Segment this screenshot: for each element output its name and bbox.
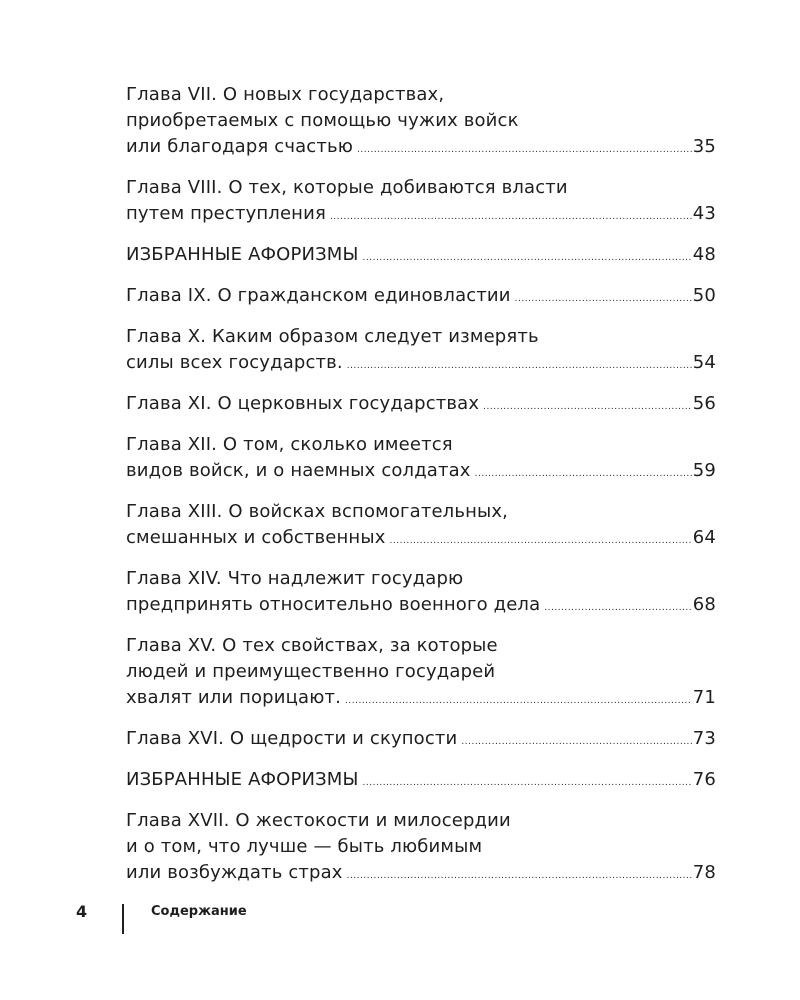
toc-page-number: 35 <box>692 136 716 157</box>
footer-section-title: Содержание <box>151 904 247 919</box>
toc-entry-last-line <box>126 860 716 889</box>
toc-page-number: 48 <box>692 244 716 265</box>
dot-leader <box>390 528 692 554</box>
toc-entry-title-line: ИЗБРАННЫЕ АФОРИЗМЫ <box>126 769 359 790</box>
toc-entry-title-line: или благодаря счастью <box>126 136 354 157</box>
toc-entry-title-line: предпринять относительно военного дела <box>126 594 541 615</box>
toc-entry-last-line <box>126 391 716 420</box>
toc-entry-chapter-8[interactable] <box>126 175 716 230</box>
toc-entry-chapter-11[interactable] <box>126 391 716 420</box>
toc-page-number: 73 <box>692 728 716 749</box>
toc-entry-title-line: Глава XII. О том, сколько имеется <box>126 434 453 455</box>
toc-entry-last-line <box>126 134 716 163</box>
toc-entry-last-line <box>126 726 716 755</box>
toc-entry-title-line: приобретаемых с помощью чужих войск <box>126 110 519 131</box>
dot-leader <box>345 688 692 714</box>
toc-entry-title-line: Глава VII. О новых государствах, <box>126 84 445 105</box>
toc-entry-chapter-16[interactable] <box>126 726 716 755</box>
dot-leader <box>347 863 692 889</box>
toc-entry-chapter-17[interactable] <box>126 808 716 889</box>
toc-entry-title-line: Глава XVII. О жестокости и милосердии <box>126 810 511 831</box>
toc-page-number: 78 <box>692 862 716 883</box>
toc-entry-title-line: или возбуждать страх <box>126 862 343 883</box>
toc-entry-last-line <box>126 458 716 487</box>
page-footer <box>76 900 376 934</box>
toc-page-number: 43 <box>692 203 716 224</box>
toc-entry-chapter-7[interactable] <box>126 82 716 163</box>
toc-entry-chapter-14[interactable] <box>126 566 716 621</box>
toc-entry-last-line <box>126 350 716 379</box>
toc-entry-title-line: Глава IX. О гражданском единовластии <box>126 285 511 306</box>
toc-entry-last-line <box>126 242 716 271</box>
toc-entry-title-line: силы всех государств. <box>126 352 343 373</box>
toc-entry-aphorisms-2[interactable] <box>126 767 716 796</box>
footer-page-number: 4 <box>76 902 88 921</box>
toc-entry-last-line <box>126 201 716 230</box>
toc-entry-title-line: Глава XV. О тех свойствах, за которые <box>126 635 498 656</box>
toc-page-number: 68 <box>692 594 716 615</box>
toc-page-number: 76 <box>692 769 716 790</box>
toc-entry-last-line <box>126 685 716 714</box>
toc-entry-title-line: Глава VIII. О тех, которые добиваются власти <box>126 177 568 198</box>
toc-entry-title-line: ИЗБРАННЫЕ АФОРИЗМЫ <box>126 244 359 265</box>
toc-entry-chapter-15[interactable] <box>126 633 716 714</box>
toc-page-number: 56 <box>692 393 716 414</box>
toc-page-number: 64 <box>692 527 716 548</box>
toc-entry-aphorisms-1[interactable] <box>126 242 716 271</box>
toc-entry-chapter-13[interactable] <box>126 499 716 554</box>
toc-entry-last-line <box>126 592 716 621</box>
dot-leader <box>357 137 692 163</box>
toc-entry-chapter-10[interactable] <box>126 324 716 379</box>
toc-entry-title-line: путем преступления <box>126 203 326 224</box>
dot-leader <box>475 461 692 487</box>
toc-page-number: 50 <box>692 285 716 306</box>
toc-entry-title-line: хвалят или порицают. <box>126 687 342 708</box>
toc-page-number: 59 <box>692 460 716 481</box>
footer-divider <box>122 904 124 934</box>
toc-entry-title-line: Глава XIII. О войсках вспомогательных, <box>126 501 509 522</box>
toc-entry-last-line <box>126 525 716 554</box>
toc-entry-title-line: Глава XI. О церковных государствах <box>126 393 480 414</box>
dot-leader <box>347 353 692 379</box>
toc-page-number: 71 <box>692 687 716 708</box>
table-of-contents <box>126 82 716 901</box>
toc-entry-title-line: и о том, что лучше — быть любимым <box>126 836 483 857</box>
dot-leader <box>515 286 692 312</box>
dot-leader <box>461 729 691 755</box>
dot-leader <box>330 204 692 230</box>
toc-entry-title-line: Глава XIV. Что надлежит государю <box>126 568 464 589</box>
toc-entry-last-line <box>126 283 716 312</box>
toc-entry-title-line: видов войск, и о наемных солдатах <box>126 460 471 481</box>
toc-entry-title-line: Глава X. Каким образом следует измерять <box>126 326 539 347</box>
toc-entry-title-line: людей и преимущественно государей <box>126 661 496 682</box>
dot-leader <box>363 770 692 796</box>
toc-entry-last-line <box>126 767 716 796</box>
dot-leader <box>483 394 692 420</box>
toc-entry-title-line: смешанных и собственных <box>126 527 386 548</box>
dot-leader <box>363 245 692 271</box>
toc-entry-title-line: Глава XVI. О щедрости и скупости <box>126 728 458 749</box>
dot-leader <box>544 595 692 621</box>
toc-page-number: 54 <box>692 352 716 373</box>
toc-entry-chapter-9[interactable] <box>126 283 716 312</box>
toc-entry-chapter-12[interactable] <box>126 432 716 487</box>
